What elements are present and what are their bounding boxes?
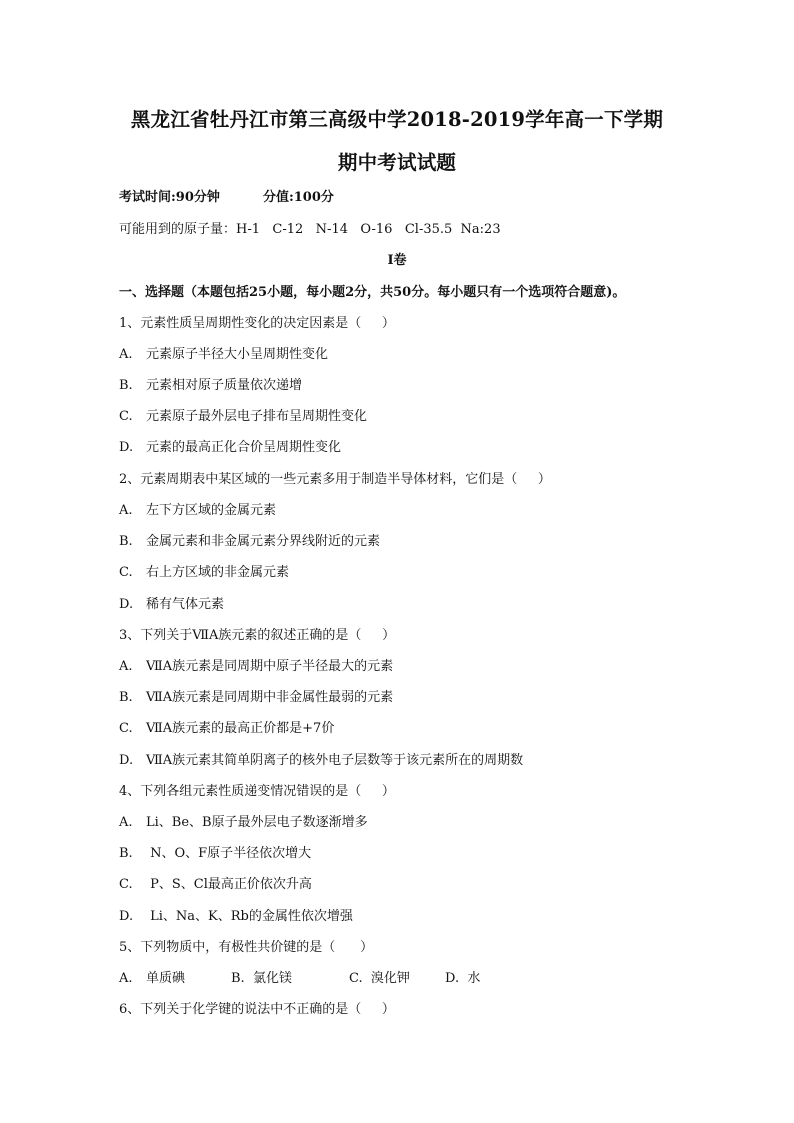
question-3-option-a: A. ⅦA族元素是同周期中原子半径最大的元素 bbox=[119, 659, 394, 674]
question-4-option-c: C. P、S、Cl最高正价依次升高 bbox=[119, 877, 312, 892]
volume-label: I卷 bbox=[387, 253, 407, 268]
exam-time: 考试时间:90分钟 bbox=[119, 190, 220, 205]
question-1-option-a: A. 元素原子半径大小呈周期性变化 bbox=[119, 347, 329, 362]
question-2-option-b: B. 金属元素和非金属元素分界线附近的元素 bbox=[119, 534, 381, 549]
exam-info bbox=[119, 186, 334, 205]
question-4-option-b: B. N、O、F原子半径依次增大 bbox=[119, 846, 312, 861]
question-5-option-b: B. 氯化镁 bbox=[231, 971, 292, 986]
question-1-stem: 1、元素性质呈周期性变化的决定因素是（ ） bbox=[119, 316, 395, 331]
question-5-options bbox=[119, 967, 480, 986]
question-1-option-d: D. 元素的最高正化合价呈周期性变化 bbox=[119, 440, 342, 455]
document-title-line1: 黑龙江省牡丹江市第三高级中学2018-2019学年高一下学期 bbox=[130, 108, 664, 131]
question-6-stem: 6、下列关于化学键的说法中不正确的是（ ） bbox=[119, 1002, 395, 1017]
question-5-option-d: D. 水 bbox=[445, 971, 481, 986]
atomic-masses: 可能用到的原子量：H-1 C-12 N-14 O-16 Cl-35.5 Na:23 bbox=[119, 222, 501, 237]
question-3-option-b: B. ⅦA族元素是同周期中非金属性最弱的元素 bbox=[119, 690, 394, 705]
question-5-option-c: C. 溴化钾 bbox=[349, 971, 410, 986]
question-2-option-d: D. 稀有气体元素 bbox=[119, 597, 225, 612]
question-1-option-b: B. 元素相对原子质量依次递增 bbox=[119, 378, 303, 393]
section-heading: 一、选择题（本题包括25小题，每小题2分，共50分。每小题只有一个选项符合题意)。 bbox=[119, 285, 626, 300]
question-4-option-a: A. Li、Be、B原子最外层电子数逐渐增多 bbox=[119, 815, 368, 830]
question-4-option-d: D. Li、Na、K、Rb的金属性依次增强 bbox=[119, 909, 353, 924]
question-5-option-a: A. 单质碘 bbox=[119, 971, 186, 986]
question-1-option-c: C. 元素原子最外层电子排布呈周期性变化 bbox=[119, 409, 368, 424]
question-4-stem: 4、下列各组元素性质递变情况错误的是（ ） bbox=[119, 784, 395, 799]
question-5-stem: 5、下列物质中，有极性共价键的是（ ） bbox=[119, 940, 374, 955]
document-title-line2: 期中考试试题 bbox=[337, 151, 457, 174]
question-2-option-a: A. 左下方区域的金属元素 bbox=[119, 503, 277, 518]
exam-score: 分值:100分 bbox=[262, 190, 334, 205]
question-2-option-c: C. 右上方区域的非金属元素 bbox=[119, 565, 290, 580]
question-3-stem: 3、下列关于ⅦA族元素的叙述正确的是（ ） bbox=[119, 628, 396, 643]
question-3-option-d: D. ⅦA族元素其简单阴离子的核外电子层数等于该元素所在的周期数 bbox=[119, 753, 524, 768]
question-2-stem: 2、元素周期表中某区域的一些元素多用于制造半导体材料，它们是（ ） bbox=[119, 472, 551, 487]
question-3-option-c: C. ⅦA族元素的最高正价都是+7价 bbox=[119, 721, 335, 736]
